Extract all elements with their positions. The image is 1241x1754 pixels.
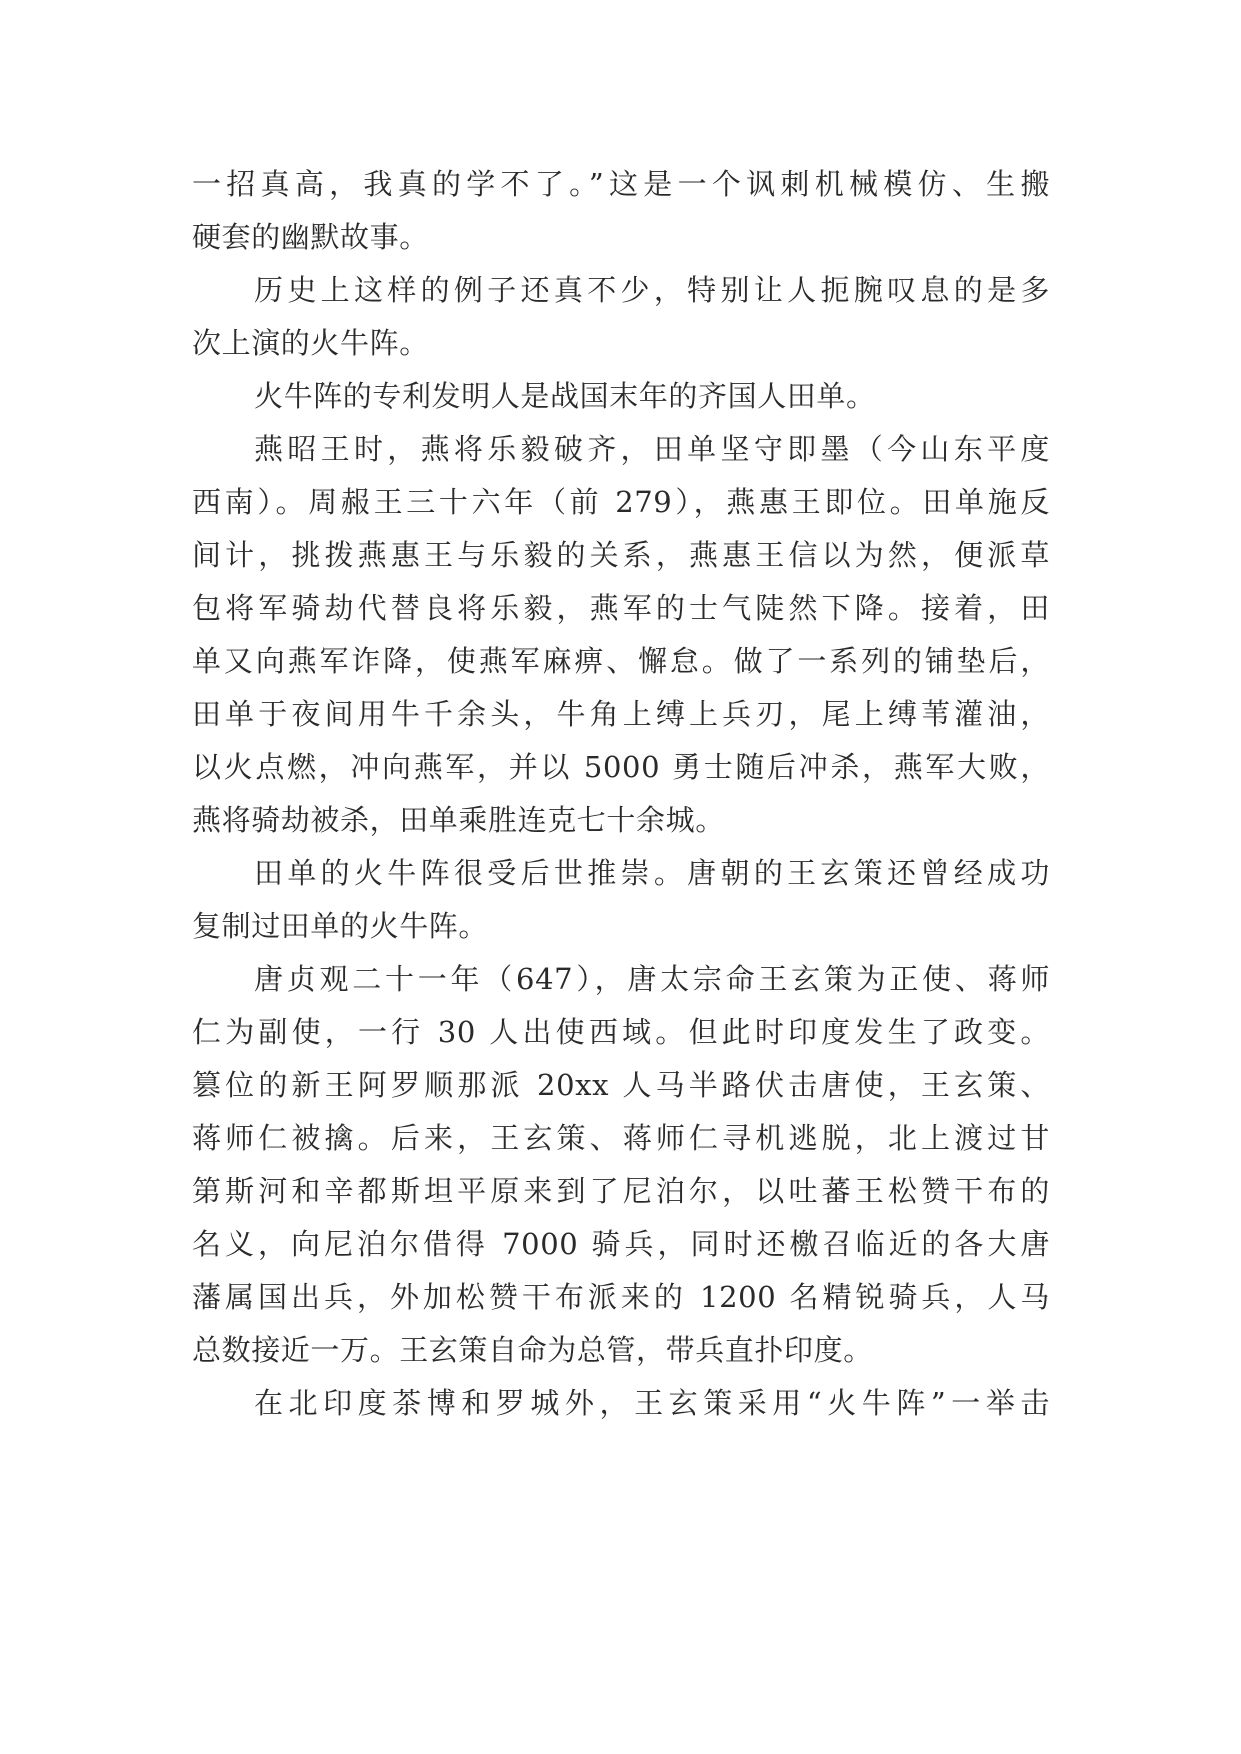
text-line: 燕将骑劫被杀，田单乘胜连克七十余城。 — [192, 803, 725, 837]
text-line: 名义，向尼泊尔借得 7000 骑兵，同时还檄召临近的各大唐 — [192, 1227, 1050, 1261]
text-line: 包将军骑劫代替良将乐毅，燕军的士气陡然下降。接着，田 — [192, 591, 1050, 625]
text-line: 火牛阵的专利发明人是战国末年的齐国人田单。 — [254, 379, 876, 413]
text-line: 一招真高，我真的学不了。”这是一个讽刺机械模仿、生搬 — [192, 167, 1050, 201]
text-line: 蒋师仁被擒。后来，王玄策、蒋师仁寻机逃脱，北上渡过甘 — [192, 1121, 1050, 1155]
text-line: 田单于夜间用牛千余头，牛角上缚上兵刃，尾上缚苇灌油， — [192, 697, 1050, 731]
text-line: 藩属国出兵，外加松赞干布派来的 1200 名精锐骑兵，人马 — [192, 1280, 1050, 1314]
text-line: 历史上这样的例子还真不少，特别让人扼腕叹息的是多 — [254, 273, 1050, 307]
text-line: 以火点燃，冲向燕军，并以 5000 勇士随后冲杀，燕军大败， — [192, 750, 1050, 784]
text-line: 总数接近一万。王玄策自命为总管，带兵直扑印度。 — [192, 1333, 873, 1367]
text-line: 第斯河和辛都斯坦平原来到了尼泊尔，以吐蕃王松赞干布的 — [192, 1174, 1050, 1208]
text-line: 田单的火牛阵很受后世推崇。唐朝的王玄策还曾经成功 — [254, 856, 1050, 890]
body-text — [192, 158, 1050, 1430]
text-line: 次上演的火牛阵。 — [192, 326, 429, 360]
text-line: 燕昭王时，燕将乐毅破齐，田单坚守即墨（今山东平度 — [254, 432, 1050, 466]
text-line: 仁为副使，一行 30 人出使西域。但此时印度发生了政变。 — [192, 1015, 1050, 1049]
text-line: 硬套的幽默故事。 — [192, 220, 429, 254]
text-line: 在北印度茶博和罗城外，王玄策采用“火牛阵”一举击 — [254, 1386, 1050, 1420]
text-line: 复制过田单的火牛阵。 — [192, 909, 489, 943]
text-line: 唐贞观二十一年（647），唐太宗命王玄策为正使、蒋师 — [254, 962, 1050, 996]
text-line: 西南）。周赧王三十六年（前 279），燕惠王即位。田单施反 — [192, 485, 1050, 519]
text-line: 单又向燕军诈降，使燕军麻痹、懈怠。做了一系列的铺垫后， — [192, 644, 1050, 678]
text-line: 间计，挑拨燕惠王与乐毅的关系，燕惠王信以为然，便派草 — [192, 538, 1050, 572]
text-line: 篡位的新王阿罗顺那派 20xx 人马半路伏击唐使，王玄策、 — [192, 1068, 1050, 1102]
